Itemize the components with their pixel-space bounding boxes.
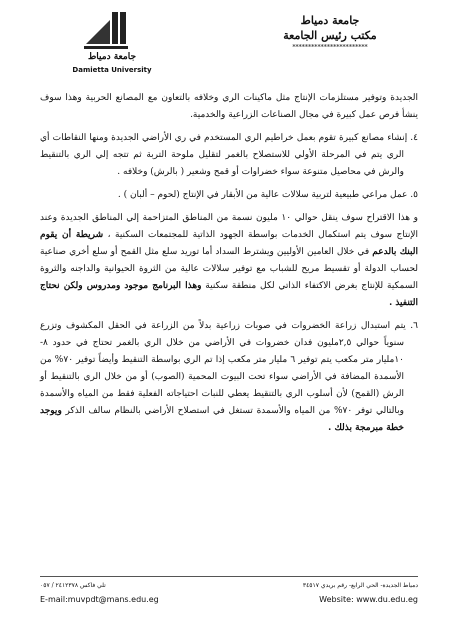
office-name: مكتب رئيس الجامعة (283, 29, 377, 42)
letterhead (270, 14, 390, 51)
university-logo (82, 10, 132, 54)
proposal-text-b: في خلال العامين الأوليين ويشترط السداد أما توريد سلع مثل القمح أو سلع أخري صناعية لحساب الدولة أو تقسيط مريح للشباب مع توفير سلالات عالية من الثروة الحيوانية والداجنه والثروة السمكية للإنتاج بغرض الاكتفاء الذاتي لكل منطقة سكنية (40, 247, 418, 291)
proposal-text-a: و هذا الاقتراح سوف ينقل حوالي ١٠ مليون نسمة من المناطق المتزاحمة إلي المناطق الجديدة وعند الإنتاج سوف يتم استكمال الخدمات بواسطة الجهود الذاتية للمجتمعات السكنية ، (40, 213, 418, 240)
item-6 (40, 318, 418, 437)
footer-website: Website: www.du.edu.eg (319, 595, 418, 604)
paragraph-intro: الجديدة وتوفير مستلزمات الإنتاج مثل ماكينات الري وخلافه بالتعاون مع المصانع الحربية وهذا سوف ينشأ فرص عمل كبيرة في مجال الصناعات الزراعية والخدمية. (40, 93, 418, 120)
item-4: ٤. إنشاء مصانع كبيرة تقوم بعمل خراطيم الري المستخدم في ري الأراضي الجديدة ومنها النقاطات أي الري يتم في المرحلة الأولي للاستصلاح بالغمر لتقليل ملوحة التربة ثم تتجه إلي الري بالتنقيط والرش في محاصيل متنوعة سواء خضراوات أو قمح وشعير ( بالرش) وخلافه . (40, 133, 418, 177)
logo-arabic-name: جامعة دمياط (87, 52, 137, 62)
paragraph-proposal (40, 210, 418, 312)
footer-phone: تلي فاكس ٢٤١٢٣٧٨ / ٠٥٧ (40, 582, 106, 589)
item-6-text: ٦. يتم استبدال زراعة الخضروات في صوبات زراعية بدلاً من الزراعة في الحقل المكشوف وتزرع سنوياً حوالي ٢,٥مليون فدان خضروات في الأراضي من خلال الري بالغمر تحتاج في حدود ٨- ١٠مليار متر مكعب يتم توفير ٦ مليار متر مكعب إذا تم الري بواسطة التنقيط وأيضاً توفير ٧٠% من الأسمدة المضافة في الأراضي سواء تحت البيوت المحمية (الصوب) أو من خلال الري بالتنقيط أو الرش (القمح) لأن أسلوب الري بالتنقيط يعطي للنبات احتياجاته الفعلية فقط من المياه والأسمدة وبالتالي توفر ٧٠% من المياه والأسمدة تستغل في استصلاح الأراضي بالنظام سالف الذكر (40, 321, 418, 416)
letter-body (40, 90, 418, 443)
footer-email: E-mail:muvpdt@mans.edu.eg (40, 595, 159, 604)
university-name: جامعة دمياط (300, 14, 360, 27)
footer-divider (40, 576, 418, 577)
proposal-condition: شريطة أن يقوم البنك بالدعم (40, 230, 418, 257)
logo-english-name: Damietta University (72, 66, 152, 74)
footer-address: دمياط الجديدة- الحي الرابع- رقم بريدي ٣٤٥١٧ (302, 582, 418, 589)
proposal-conclusion: وهذا البرنامج موجود ومدروس ولكن نحتاج التنفيذ . (40, 281, 418, 308)
item-6-conclusion: ويوجد خطة مبرمجة بذلك . (40, 406, 404, 433)
item-5: ٥. عمل مراعي طبيعية لتربية سلالات عالية من الأبقار في الإنتاج (لحوم – ألبان ) . (117, 190, 418, 200)
header-divider: ************************ (292, 44, 368, 51)
